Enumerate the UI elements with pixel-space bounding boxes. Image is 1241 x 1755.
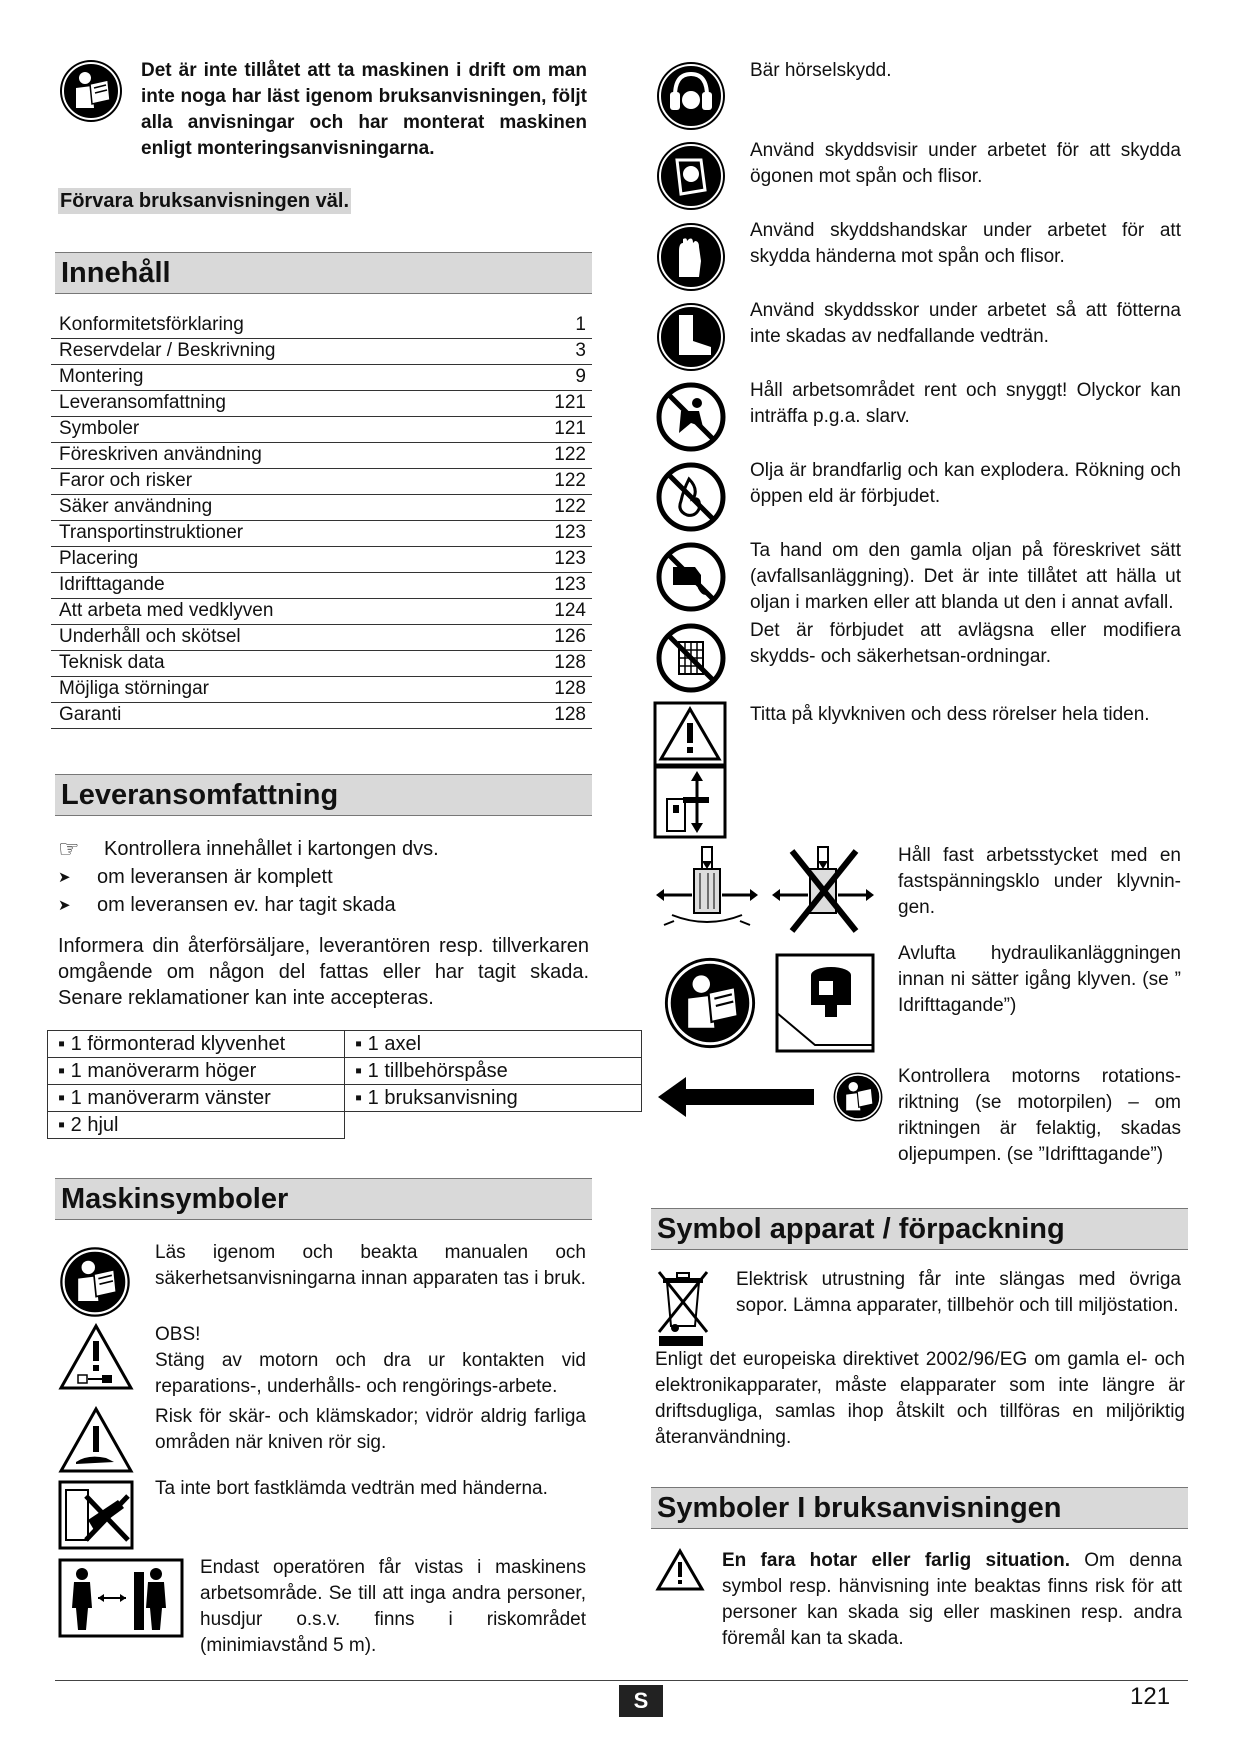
visor-text: Använd skyddsvisir under arbetet för att skydda ögonen mot spån och flisor. [750,140,1181,187]
read-manual-icon [832,1071,884,1123]
toc-row [51,339,592,365]
obs-title: OBS! [155,1324,201,1345]
delivery-items-table [47,1030,642,1139]
danger-warning-icon [655,1548,705,1592]
delivery-item: ▪ 1 manöverarm höger [48,1058,345,1085]
toc-page: 121 [554,418,586,439]
toc-label: Möjliga störningar [59,678,209,699]
delivery-item: ▪ 1 bruksanvisning [345,1085,642,1112]
no-fire-icon [655,461,727,533]
toc-page: 122 [554,496,586,517]
toc-label: Konformitetsförklaring [59,314,244,335]
oil-dispose-text: Ta hand om den gamla oljan på föreskrivet sätt (avfallsanläggning). Det är inte tillåtet att hälla ut oljan i marken eller att blanda ut den i annat avfall. [750,540,1181,613]
bullet-arrow-icon: ➤ [58,869,71,886]
watch-knife-icon [653,701,727,839]
vent-text: Avlufta hydraulikanläggningen innan ni sätter igång klyven. (se ” Idrifttagande”) [898,943,1181,1016]
safety-shoes-icon [655,301,727,373]
read-manual-icon [662,955,758,1051]
toc-row [51,443,592,469]
danger-paragraph [722,1548,1182,1652]
oil-cap-illustration [775,953,875,1053]
toc-label: Idrifttagande [59,574,165,595]
language-badge: S [619,1685,663,1717]
no-hands-jammed-icon [58,1480,134,1550]
toc-label: Leveransomfattning [59,392,226,413]
obs-text: Stäng av motorn och dra ur kontakten vid reparations-, underhålls- och rengörings-arbete. [155,1350,586,1397]
read-manual-icon [58,1245,132,1319]
tidy-text: Håll arbetsområdet rent och snyggt! Olyckor kan inträffa p.g.a. slarv. [750,380,1181,427]
toc-row [51,625,592,651]
toc-page: 126 [554,626,586,647]
toc-row [51,573,592,599]
cut-hazard-text: Risk för skär- och klämskador; vidrör aldrig farliga områden när kniven rör sig. [155,1406,586,1453]
weee-bin-icon [655,1268,711,1348]
toc-row [51,599,592,625]
jammed-text: Ta inte bort fastklämda vedträn med händerna. [155,1478,548,1499]
guards-text: Det är förbjudet att avlägsna eller modifiera skydds- och säkerhetsan-ordningar. [750,620,1181,667]
hearing-text: Bär hörselskydd. [750,60,892,81]
machine-symbols-header: Maskinsymboler [55,1178,592,1220]
cut-hazard-icon [58,1406,134,1474]
toc-label: Säker användning [59,496,213,517]
shoes-text: Använd skyddsskor under arbetet så att fötterna inte skadas av nedfallande vedträn. [750,300,1181,347]
delivery-bullet-1: om leveransen är komplett [97,866,333,888]
toc-label: Montering [59,366,144,387]
toc-label: Underhåll och skötsel [59,626,241,647]
toc-page: 1 [575,314,586,335]
delivery-item: ▪ 1 tillbehörspåse [345,1058,642,1085]
toc-label: Reservdelar / Beskrivning [59,340,276,361]
hearing-protection-icon [655,60,727,132]
operator-only-text: Endast operatören får vistas i maskinens arbetsområde. Se till att inga andra personer, husdjur o.s.v. finns i riskområdet (minimiavstånd 5 m). [200,1557,586,1656]
no-oil-dumping-icon [655,541,727,613]
bullet-arrow-icon: ➤ [58,897,71,914]
operator-only-icon [58,1558,184,1638]
toc-page: 9 [575,366,586,387]
keep-manual-note: Förvara bruksanvisningen väl. [60,190,349,212]
toc-row [51,469,592,495]
toc-row [51,677,592,703]
symbol-packaging-header: Symbol apparat / förpackning [651,1208,1188,1250]
toc-page: 123 [554,574,586,595]
toc-row [51,495,592,521]
toc-row [51,521,592,547]
delivery-item: ▪ 1 manöverarm vänster [48,1085,345,1112]
weee-text: Elektrisk utrustning får inte slängas med övriga sopor. Lämna apparater, tillbehör och till miljöstation. [736,1269,1181,1316]
no-guard-removal-icon [655,622,727,694]
toc-label: Symboler [59,418,140,439]
manual-symbols-header: Symboler I bruksanvisningen [651,1487,1188,1529]
danger-bold: En fara hotar eller farlig situation. [722,1550,1070,1571]
warning-plug-icon [58,1323,134,1391]
delivery-inform: Informera din återförsäljare, leverantören resp. tillverkaren omgående om någon del fattas eller har tagit skada. Senare reklamationer kan inte accepteras. [58,935,589,1009]
delivery-check: Kontrollera innehållet i kartongen dvs. [104,838,439,860]
toc-page: 122 [554,444,586,465]
pointer-icon: ☞ [58,836,80,863]
toc-label: Transportinstruktioner [59,522,244,543]
delivery-item: ▪ 2 hjul [48,1112,345,1139]
table-of-contents [51,313,592,729]
clamp-text: Håll fast arbetsstycket med en fastspänningsklo under klyvnin-gen. [898,845,1181,918]
gloves-text: Använd skyddshandskar under arbetet för att skydda händerna mot spån och flisor. [750,220,1181,267]
danger-text: Om denna symbol resp. hänvisning inte beaktas finns risk för att personer kan skada sig eller maskinen resp. andra föremål kan ta skada. [722,1550,1182,1649]
toc-row [51,365,592,391]
delivery-header: Leveransomfattning [55,774,592,816]
toc-page: 124 [554,600,586,621]
delivery-item: ▪ 1 axel [345,1031,642,1058]
toc-page: 123 [554,522,586,543]
watch-knife-text: Titta på klyvkniven och dess rörelser hela tiden. [750,704,1150,725]
clamp-wrong-illustration [768,845,878,935]
read-manual-icon [58,58,124,124]
delivery-bullet-2: om leveransen ev. har tagit skada [97,894,396,916]
oil-fire-text: Olja är brandfarlig och kan explodera. Rökning och öppen eld är förbjudet. [750,460,1181,507]
toc-label: Placering [59,548,139,569]
toc-page: 128 [554,704,586,725]
delivery-item: ▪ 1 förmonterad klyvenhet [48,1031,345,1058]
face-visor-icon [655,140,727,212]
clamp-correct-illustration [652,845,762,935]
toc-label: Föreskriven användning [59,444,262,465]
toc-row [51,547,592,573]
intro-warning: Det är inte tillåtet att ta maskinen i drift om man inte noga har läst igenom bruksanvisningen, följt alla anvisningar och har monterat maskinen enligt monteringsanvisningarna. [141,60,587,159]
toc-row [51,391,592,417]
rotation-text: Kontrollera motorns rotations-riktning (se motorpilen) – om riktningen är felaktig, skadas oljepumpen. (se ”Idrifttagande”) [898,1066,1181,1165]
toc-label: Faror och risker [59,470,193,491]
toc-page: 122 [554,470,586,491]
toc-label: Teknisk data [59,652,165,673]
rotation-arrow-icon [656,1075,816,1119]
toc-row [51,417,592,443]
toc-label: Att arbeta med vedklyven [59,600,274,621]
toc-page: 123 [554,548,586,569]
footer-rule [55,1680,1188,1681]
no-slip-icon [655,381,727,453]
toc-page: 3 [575,340,586,361]
gloves-icon [655,221,727,293]
read-manual-text: Läs igenom och beakta manualen och säkerhetsanvisningarna innan apparaten tas i bruk. [155,1242,586,1289]
page-number: 121 [1130,1683,1171,1710]
toc-label: Garanti [59,704,122,725]
toc-row [51,313,592,339]
directive-text: Enligt det europeiska direktivet 2002/96/EG om gamla el- och elektronikapparater, måste elapparater som inte längre är driftsdugliga, samlas ihop åtskilt och tillföras en miljöriktig återanvändning. [655,1349,1185,1448]
toc-row [51,651,592,677]
toc-page: 128 [554,678,586,699]
toc-page: 121 [554,392,586,413]
toc-row [51,703,592,729]
toc-page: 128 [554,652,586,673]
toc-header: Innehåll [55,252,592,294]
